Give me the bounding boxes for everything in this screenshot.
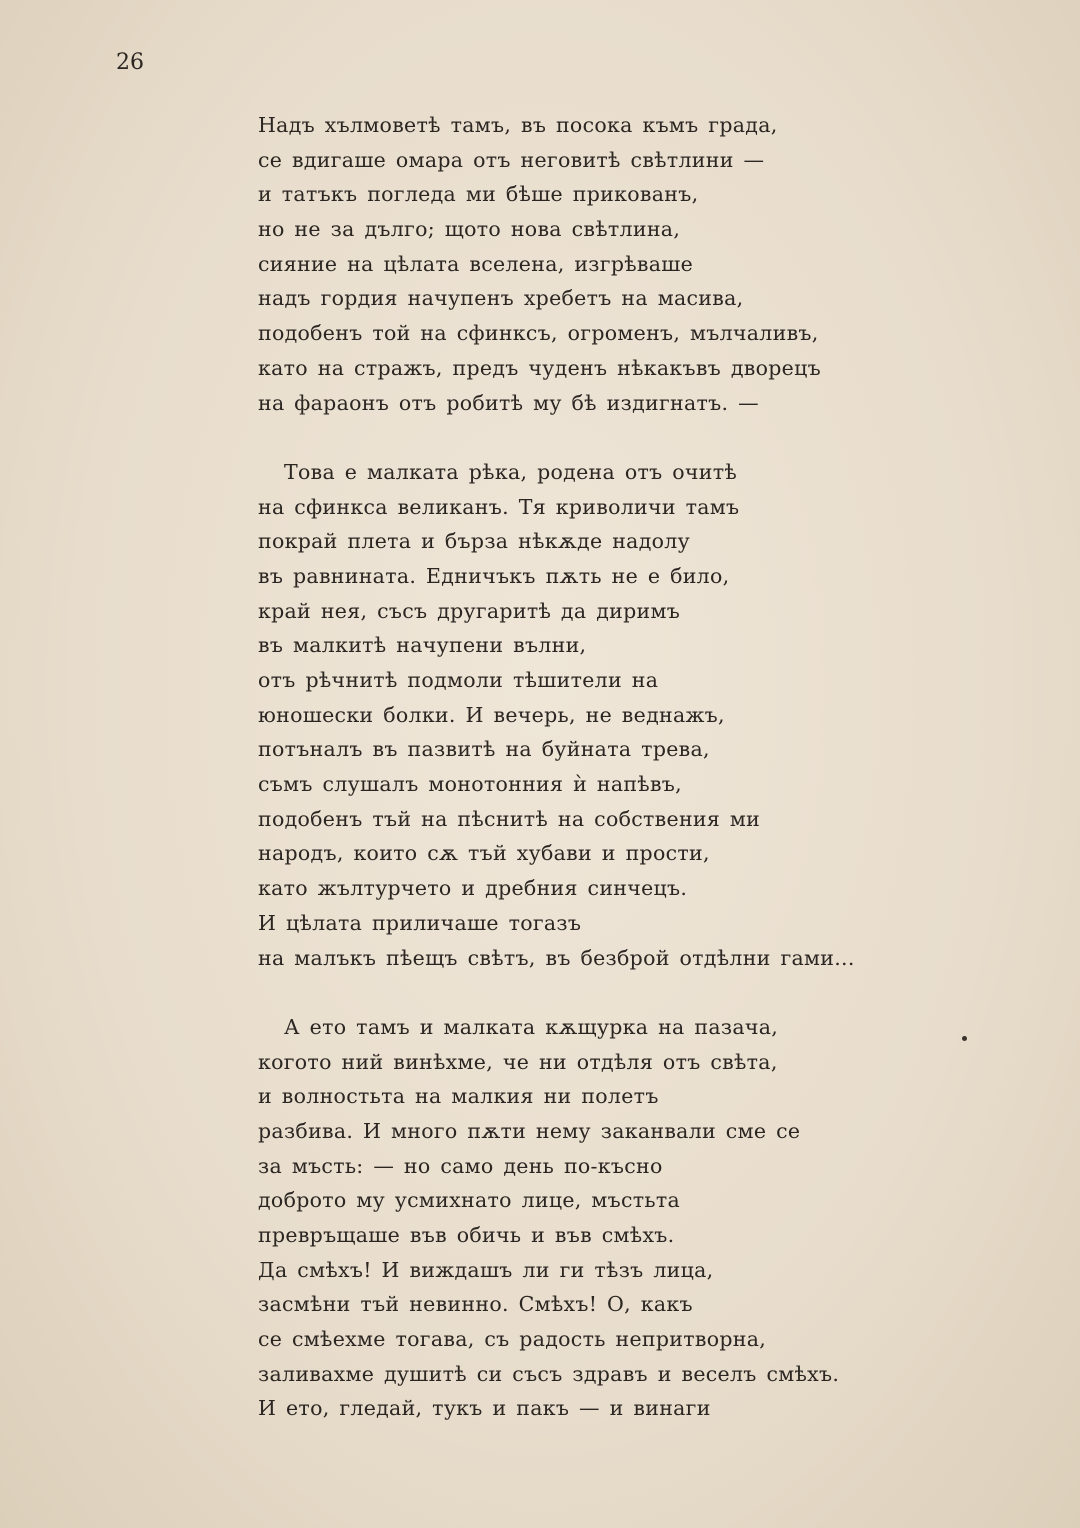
poem-line: се смѣехме тогава, съ радость непритворна, <box>258 1327 767 1352</box>
poem-text <box>258 108 958 1426</box>
poem-line: на сфинкса великанъ. Тя криволичи тамъ <box>258 494 740 519</box>
poem-line: засмѣни тъй невинно. Смѣхъ! О, какъ <box>258 1292 693 1317</box>
ink-speck <box>962 1036 967 1041</box>
poem-line: съмъ слушалъ монотонния ѝ напѣвъ, <box>258 772 682 797</box>
poem-line: като на стражъ, предъ чуденъ нѣкакъвъ дворецъ <box>258 355 821 380</box>
poem-line: сияние на цѣлата вселена, изгрѣваше <box>258 251 694 276</box>
stanza-3 <box>258 1010 958 1426</box>
poem-line: на фараонъ отъ робитѣ му бѣ издигнатъ. — <box>258 390 759 415</box>
poem-line: надъ гордия начупенъ хребетъ на масива, <box>258 286 744 311</box>
poem-line: разбива. И много пѫти нему заканвали сме се <box>258 1118 801 1143</box>
poem-line: юношески болки. И вечерь, не веднажъ, <box>258 702 725 727</box>
poem-line: доброто му усмихнато лице, мъстьта <box>258 1188 681 1213</box>
poem-line: И цѣлата приличаше тогазъ <box>258 910 582 935</box>
poem-line: покрай плета и бърза нѣкѫде надолу <box>258 529 690 554</box>
stanza-gap <box>258 420 958 455</box>
poem-line: потъналъ въ пазвитѣ на буйната трева, <box>258 737 710 762</box>
poem-line: народъ, които сѫ тъй хубави и прости, <box>258 841 710 866</box>
poem-line: А ето тамъ и малката кѫщурка на пазача, <box>284 1014 779 1039</box>
poem-line: Надъ хълмоветѣ тамъ, въ посока къмъ града, <box>258 113 778 137</box>
page-number: 26 <box>116 50 144 75</box>
poem-line: въ равнината. Едничъкъ пѫть не е било, <box>258 563 730 588</box>
stanza-2 <box>258 455 958 975</box>
poem-line: заливахме душитѣ си съсъ здравъ и веселъ смѣхъ. <box>258 1361 840 1386</box>
poem-line: въ малкитѣ начупени вълни, <box>258 633 587 658</box>
poem-line: отъ рѣчнитѣ подмоли тѣшители на <box>258 668 659 692</box>
poem-line: на малъкъ пѣещъ свѣтъ, въ безброй отдѣлни гами... <box>258 945 855 970</box>
poem-line: и волностьта на малкия ни полетъ <box>258 1084 659 1109</box>
poem-line: но не за дълго; щото нова свѣтлина, <box>258 217 681 242</box>
poem-line: когото ний винѣхме, че ни отдѣля отъ свѣта, <box>258 1049 778 1074</box>
poem-line: Да смѣхъ! И виждашъ ли ги тѣзъ лица, <box>258 1257 714 1282</box>
poem-line: подобенъ той на сфинксъ, огроменъ, мълчаливъ, <box>258 321 819 346</box>
poem-line: подобенъ тъй на пѣснитѣ на собствения ми <box>258 806 761 831</box>
poem-line: Това е малката рѣка, родена отъ очитѣ <box>284 459 738 484</box>
poem-line: се вдигаше омара отъ неговитѣ свѣтлини — <box>258 147 765 172</box>
poem-line: край нея, съсъ другаритѣ да диримъ <box>258 598 681 623</box>
poem-line: и татъкъ погледа ми бѣше прикованъ, <box>258 182 699 207</box>
stanza-gap <box>258 975 958 1010</box>
poem-line: И ето, гледай, тукъ и пакъ — и винаги <box>258 1396 711 1421</box>
stanza-1 <box>258 108 958 420</box>
poem-line: за мъсть: — но само день по-късно <box>258 1153 663 1178</box>
poem-line: превръщаше във обичь и във смѣхъ. <box>258 1223 675 1247</box>
poem-line: като жълтурчето и дребния синчецъ. <box>258 876 688 901</box>
